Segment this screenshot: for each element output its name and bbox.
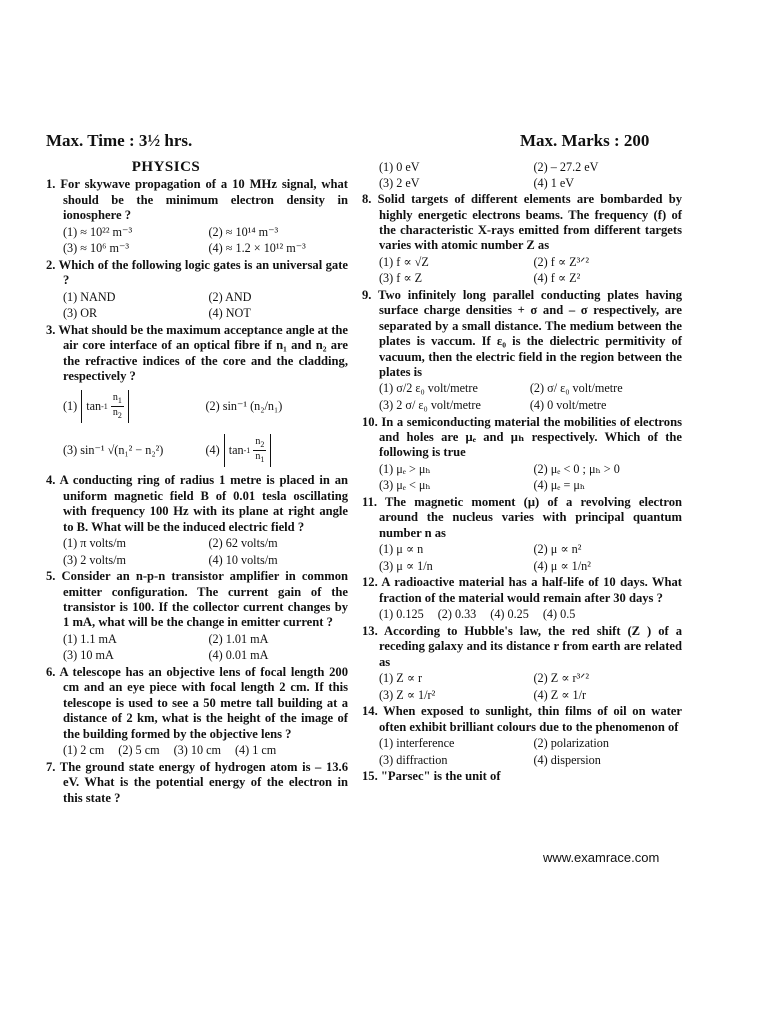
option: (2) – 27.2 eV	[533, 160, 599, 174]
option: (3) 2 eV	[379, 175, 420, 190]
option: (1) π volts/m	[63, 536, 127, 551]
options	[46, 289, 348, 322]
options	[46, 224, 348, 257]
option: (1) interference	[379, 736, 455, 751]
question-9	[362, 288, 682, 414]
question-text: 6. A telescope has an objective lens of focal length 200 cm and an eye piece with focal length 2 cm. If this telescope is used to see a 50 metre tall building at a distance of 2 km, what is the height of the image of the building formed by the objective lens ?	[46, 665, 348, 741]
bracket-expression: tan -1 $\frac{n_1}{n_2}$	[81, 390, 129, 423]
question-11	[362, 495, 682, 574]
option: (3) 10 mA	[63, 648, 114, 663]
options	[46, 742, 348, 759]
option: (3) ≈ 10⁶ m⁻³	[63, 241, 130, 256]
question-text: 1. For skywave propagation of a 10 MHz signal, what should be the minimum electron density in ionosphere ?	[46, 177, 348, 223]
max-marks-label: Max. Marks : 200	[520, 131, 650, 150]
section-title: PHYSICS	[131, 159, 201, 175]
options	[362, 541, 682, 574]
option-3: (3) sin⁻¹ √(n₁² − n₂²)	[63, 442, 164, 457]
option: (1) NAND	[63, 289, 116, 304]
option: (2) 62 volts/m	[208, 536, 278, 551]
question-text: 14. When exposed to sunlight, thin films of oil on water often exhibit brilliant colours due to the phenomenon of	[362, 704, 682, 734]
question-7-options	[362, 160, 682, 191]
option: (4) 1 eV	[533, 175, 575, 190]
options	[362, 380, 682, 413]
question-13	[362, 624, 682, 703]
option: (1) σ/2 ε₀ volt/metre	[379, 381, 478, 396]
options	[46, 631, 348, 664]
question-text: 15. "Parsec" is the unit of	[362, 769, 501, 784]
option: (3) Z ∝ 1/r²	[379, 687, 436, 702]
option: (2) AND	[208, 289, 252, 304]
option: (2) ≈ 10¹⁴ m⁻³	[208, 224, 279, 239]
option: (4) dispersion	[533, 752, 601, 767]
option: (3) OR	[63, 306, 98, 321]
question-8	[362, 192, 682, 287]
question-text: 8. Solid targets of different elements are bombarded by highly energetic electrons beams. The frequency (f) of the characteristic X-rays emitted from different targets varies with atomic number Z as	[362, 192, 682, 253]
options	[362, 160, 682, 191]
option: (3) 2 σ/ ε₀ volt/metre	[379, 398, 481, 413]
option: (2) polarization	[533, 736, 609, 751]
left-column	[46, 160, 348, 807]
question-12	[362, 575, 682, 622]
option: (1) 0.125	[379, 607, 424, 622]
option: (2) μ ∝ n²	[533, 542, 582, 557]
option: (1) ≈ 10²² m⁻³	[63, 224, 133, 239]
right-column	[362, 160, 682, 786]
option: (4) μₑ = μₕ	[533, 478, 586, 493]
question-14	[362, 704, 682, 768]
question-2	[46, 258, 348, 322]
website-watermark: www.examrace.com	[543, 850, 660, 865]
option: (3) 10 cm	[173, 743, 221, 758]
option: (2) 0.33	[437, 607, 477, 622]
option-2: (2) sin⁻¹ (n₂/n₁)	[205, 398, 283, 413]
option: (4) 0 volt/metre	[529, 398, 607, 413]
option: (3) diffraction	[379, 752, 448, 767]
option: (4) μ ∝ 1/n²	[533, 558, 591, 573]
question-text: 12. A radioactive material has a half-life of 10 days. What fraction of the material would remain after 30 days ?	[362, 575, 682, 605]
question-text: 7. The ground state energy of hydrogen atom is – 13.6 eV. What is the potential energy of the electron in this state ?	[46, 759, 348, 805]
question-10	[362, 415, 682, 494]
question-15	[362, 769, 682, 784]
option: (3) μₑ < μₕ	[379, 478, 431, 493]
question-text: 4. A conducting ring of radius 1 metre is placed in an uniform magnetic field B of 0.01 tesla oscillating with frequency 100 Hz with its plane at right angle to B. What will be the induced electric field ?	[46, 473, 348, 534]
question-5	[46, 569, 348, 664]
option: (4) f ∝ Z²	[533, 271, 581, 286]
question-text: 2. Which of the following logic gates is an universal gate ?	[46, 257, 348, 288]
option: (3) f ∝ Z	[379, 271, 423, 286]
question-text: 11. The magnetic moment (μ) of a revolving electron around the nucleus varies with principal quantum number n as	[362, 495, 682, 540]
option: (4) Z ∝ 1/r	[533, 687, 587, 702]
option: (3) μ ∝ 1/n	[379, 558, 433, 573]
option: (3) 2 volts/m	[63, 552, 126, 567]
options	[362, 606, 682, 623]
equation-options	[46, 384, 348, 472]
option: (4) 0.01 mA	[208, 648, 269, 663]
option: (1) 2 cm	[63, 743, 105, 758]
option: (2) f ∝ Z³ᐟ²	[533, 254, 590, 269]
options	[362, 461, 682, 494]
option: (1) 1.1 mA	[63, 631, 117, 646]
question-1	[46, 177, 348, 256]
option: (2) Z ∝ r³ᐟ²	[533, 671, 590, 686]
option: (1) f ∝ √Z	[379, 254, 429, 269]
question-text: 9. Two infinitely long parallel conducting plates having surface charge densities + σ and – σ respectively, are separated by a small distance. The medium between the plates is vaccum. If ε₀ is the dielectric permitivity of vacuum, then the electric field in the region between the plates is	[362, 288, 682, 380]
option: (4) 0.5	[542, 607, 576, 622]
option: (2) 1.01 mA	[208, 631, 269, 646]
option: (2) σ/ ε₀ volt/metre	[529, 381, 623, 396]
options	[362, 735, 682, 768]
question-text: 3. What should be the maximum acceptance angle at the air core interface of an optical fibre if n₁ and n₂ are the refractive indices of the core and the cladding, respectively ?	[46, 322, 349, 384]
option: (1) Z ∝ r	[379, 671, 423, 686]
option: (4) 1 cm	[234, 743, 277, 758]
option: (4) NOT	[208, 306, 251, 321]
question-3	[46, 323, 348, 473]
option-1: (1) tan -1 $\frac{n_1}{n_2}$	[63, 384, 206, 428]
question-7	[46, 760, 348, 806]
question-text: 5. Consider an n-p-n transistor amplifier in common emitter configuration. The current gain of the transistor is 100. If the collector current changes by 1 mA, what will be the change in emitter current ?	[46, 569, 348, 630]
option: (4) 0.25	[490, 607, 529, 622]
question-text: 10. In a semiconducting material the mobilities of electrons and holes are μₑ and μₕ respectively. Which of the following is true	[362, 414, 682, 460]
option: (2) 5 cm	[118, 743, 160, 758]
option: (1) 0 eV	[379, 160, 420, 174]
option: (1) μₑ > μₕ	[379, 461, 431, 476]
option: (2) μₑ < 0 ; μₕ > 0	[533, 461, 620, 476]
options	[362, 254, 682, 287]
option: (4) ≈ 1.2 × 10¹² m⁻³	[208, 241, 306, 256]
options	[362, 670, 682, 703]
option: (1) μ ∝ n	[379, 542, 424, 557]
question-text: 13. According to Hubble's law, the red shift (Z ) of a receding galaxy and its distance r from earth are related as	[362, 623, 682, 669]
options	[46, 535, 348, 568]
max-time-label: Max. Time : 3½ hrs.	[46, 131, 193, 150]
option-4: (4) tan -1 $\frac{n_2}{n_1}$	[206, 428, 349, 472]
question-6	[46, 665, 348, 759]
question-4	[46, 473, 348, 568]
option: (4) 10 volts/m	[208, 552, 278, 567]
sqrt-expression: √(n₁² − n₂²)	[107, 442, 164, 457]
bracket-expression: tan -1 $\frac{n_2}{n_1}$	[224, 434, 272, 467]
